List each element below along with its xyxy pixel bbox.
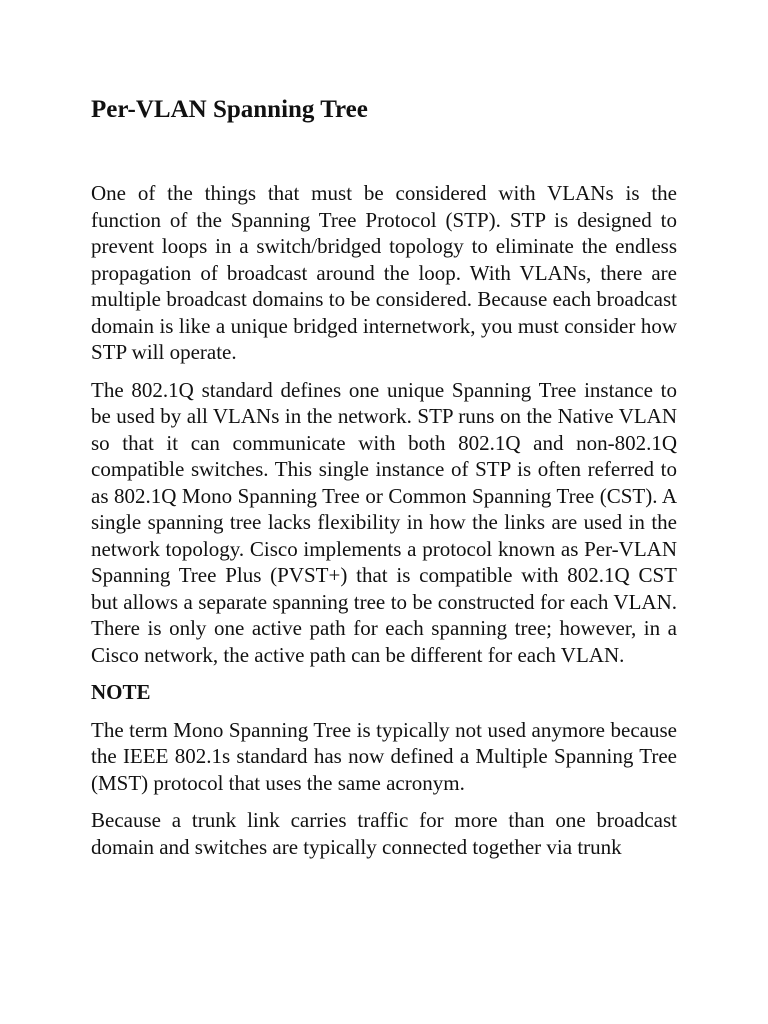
note-text: The term Mono Spanning Tree is typically not used anymore because the IEEE 802.1s standard has now defined a Multiple Spanning Tree (MST) protocol that uses the same acronym. <box>91 717 677 795</box>
page-title: Per-VLAN Spanning Tree <box>91 96 368 123</box>
paragraph-stp-considerations: One of the things that must be considered with VLANs is the function of the Spanning Tree Protocol (STP). STP is designed to prevent loops in a switch/bridged topology to eliminate the endless propagation of broadcast around the loop. With VLANs, there are multiple broadcast domains to be considered. Because each broadcast domain is like a unique bridged internetwork, you must consider how STP will operate. <box>91 181 677 364</box>
paragraph-trunk-link: Because a trunk link carries traffic for more than one broadcast domain and switches are typically connected together via trunk <box>91 808 677 859</box>
paragraph-8021q-cst: The 802.1Q standard defines one unique Spanning Tree instance to be used by all VLANs in the network. STP runs on the Native VLAN so that it can communicate with both 802.1Q and non-802.1Q compatible switches. This single instance of STP is often referred to as 802.1Q Mono Spanning Tree or Common Spanning Tree (CST). A single spanning tree lacks flexibility in how the links are used in the network topology. Cisco implements a protocol known as Per-VLAN Spanning Tree Plus (PVST+) that is compatible with 802.1Q CST but allows a separate spanning tree to be constructed for each VLAN. There is only one active path for each spanning tree; however, in a Cisco network, the active path can be different for each VLAN. <box>91 377 677 667</box>
note-heading: NOTE <box>91 680 151 704</box>
document-body <box>91 180 677 871</box>
